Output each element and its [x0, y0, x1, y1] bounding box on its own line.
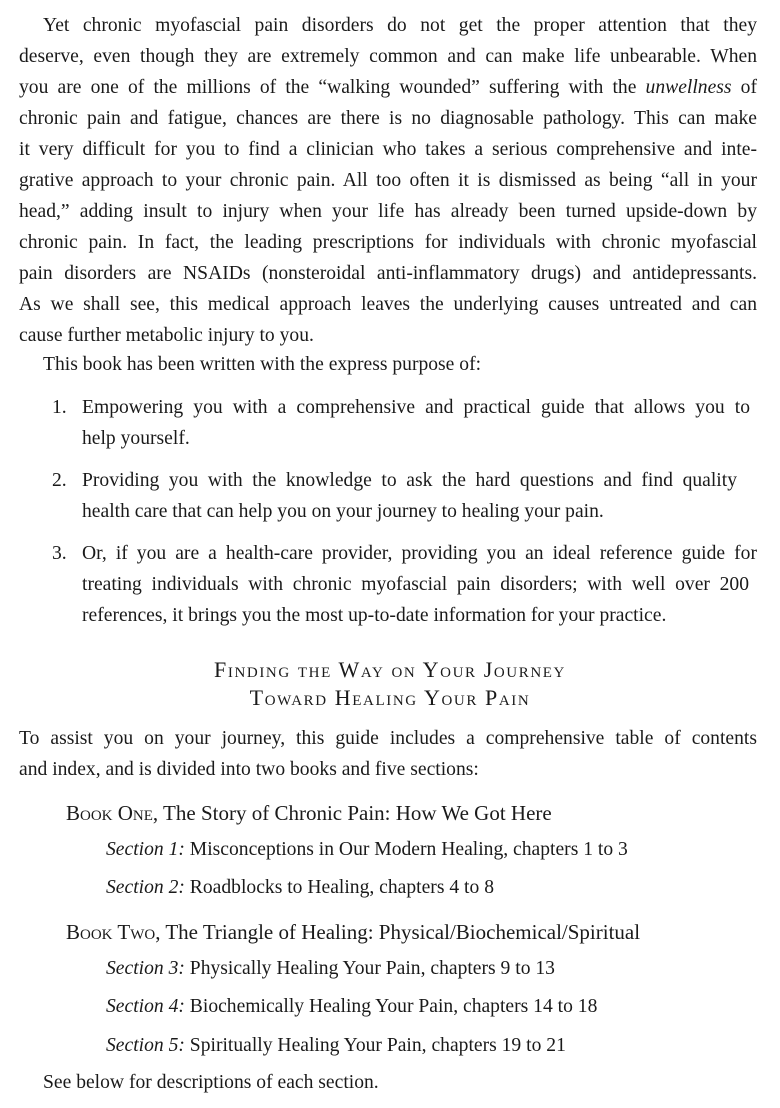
list-number: 1. [52, 397, 67, 418]
section-label: Section 3: [106, 958, 185, 979]
guide-line: To assist you on your journey, this guide includes a comprehensive table of contents [19, 728, 757, 749]
book-title: The Story of Chronic Pain: How We Got Here [158, 801, 552, 825]
list-item-line: references, it brings you the most up-to-date information for your practice. [82, 605, 667, 626]
section-entry [106, 838, 628, 862]
intro-line [19, 76, 757, 100]
intro-line: grative approach to your chronic pain. All too often it is dismissed as being “all in your [19, 170, 757, 191]
list-item-line: help yourself. [82, 428, 190, 449]
section-text: Physically Healing Your Pain, chapters 9 to 13 [184, 958, 555, 979]
emphasis: unwellness [645, 77, 732, 98]
section-heading-line: Toward Healing Your Pain [249, 685, 531, 710]
section-entry [106, 1034, 566, 1058]
list-number: 3. [52, 543, 67, 564]
book-title: The Triangle of Healing: Physical/Biochemical/Spiritual [160, 920, 641, 944]
book-two-title [66, 920, 640, 944]
intro-line: chronic pain and fatigue, chances are there is no diagnosable pathology. This can make [19, 108, 757, 129]
list-item-line: Or, if you are a health-care provider, providing you an ideal reference guide for [82, 543, 757, 564]
section-entry [106, 995, 597, 1019]
section-label: Section 5: [106, 1035, 185, 1056]
intro-line: cause further metabolic injury to you. [19, 325, 314, 346]
list-item-line: Providing you with the knowledge to ask the hard questions and find quality [82, 470, 737, 491]
text: of [731, 77, 757, 98]
closing-text: See below for descriptions of each section. [43, 1072, 379, 1093]
book-label: Book Two, [66, 920, 161, 944]
list-item-line: Empowering you with a comprehensive and practical guide that allows you to [82, 397, 750, 418]
section-text: Spiritually Healing Your Pain, chapters 19 to 21 [184, 1035, 566, 1056]
book-label: Book One, [66, 801, 159, 825]
section-label: Section 4: [106, 996, 185, 1017]
section-entry [106, 876, 494, 900]
text: you are one of the millions of the “walking wounded” suffering with the [19, 77, 646, 98]
section-label: Section 1: [106, 839, 185, 860]
section-text: Biochemically Healing Your Pain, chapters 14 to 18 [184, 996, 598, 1017]
intro-line: Yet chronic myofascial pain disorders do not get the proper attention that they [43, 15, 757, 36]
section-text: Roadblocks to Healing, chapters 4 to 8 [184, 877, 494, 898]
section-text: Misconceptions in Our Modern Healing, chapters 1 to 3 [184, 839, 628, 860]
section-heading-line: Finding the Way on Your Journey [214, 657, 566, 682]
intro-line: As we shall see, this medical approach leaves the underlying causes untreated and can [19, 294, 757, 315]
list-item-line: health care that can help you on your journey to healing your pain. [82, 501, 604, 522]
section-entry [106, 957, 555, 981]
intro-line: deserve, even though they are extremely common and can make life unbearable. When [19, 46, 757, 67]
list-item-line: treating individuals with chronic myofascial pain disorders; with well over 200 [82, 574, 749, 595]
book-one-title [66, 801, 552, 825]
list-number: 2. [52, 470, 67, 491]
intro-line: it very difficult for you to find a clinician who takes a serious comprehensive and inte- [19, 139, 757, 160]
section-label: Section 2: [106, 877, 185, 898]
guide-line: and index, and is divided into two books and five sections: [19, 759, 479, 780]
intro-line: chronic pain. In fact, the leading prescriptions for individuals with chronic myofascial [19, 232, 757, 253]
intro-line: pain disorders are NSAIDs (nonsteroidal anti-inflammatory drugs) and antidepressants. [19, 263, 757, 284]
intro-line: head,” adding insult to injury when your life has already been turned upside-down by [19, 201, 757, 222]
purpose-intro: This book has been written with the express purpose of: [43, 354, 482, 375]
